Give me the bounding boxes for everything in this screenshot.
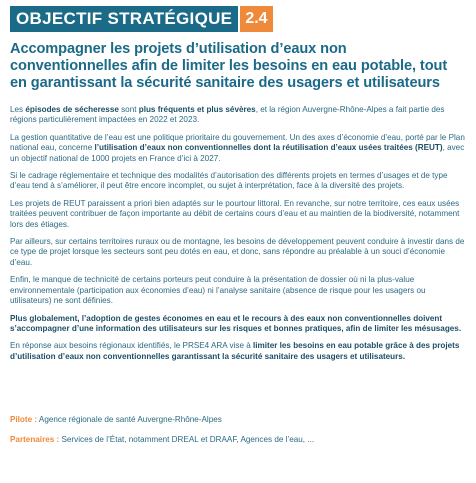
paragraph-emphasis: épisodes de sécheresse <box>25 105 119 114</box>
paragraph-text: En réponse aux besoins régionaux identifiés, le PRSE4 ARA vise à <box>10 341 253 351</box>
paragraph-5: Par ailleurs, sur certains territoires ruraux ou de montagne, les besoins de développement peuvent conduire à investir dans de ce type de projet lorsque les secteurs sont peu dotés en eau, et donc, sans répondre au préalable à un souci d’économie d’eau. <box>10 237 465 267</box>
partenaires-label: Partenaires : <box>10 435 60 445</box>
paragraph-emphasis: plus fréquents et plus sévères <box>138 105 256 114</box>
document-footer <box>10 415 466 456</box>
paragraph-text: Les <box>10 105 26 114</box>
document-body <box>10 105 466 362</box>
partenaires-line <box>10 435 466 445</box>
paragraph-text: , et la région Auvergne-Rhône-Alpes a fait partie des régions particulièrement impactées en 2022 et 2023. <box>10 105 445 125</box>
paragraph-3: Si le cadrage réglementaire et technique des modalités d’autorisation des différents projets en termes d’usages et de type d’eau tend à s’améliorer, il peut être encore incomplet, ou sujet à interprétation, face à la diversité des projets. <box>10 171 448 191</box>
paragraph-emphasis: l’utilisation d’eaux non conventionnelles dont la réutilisation d’eaux usées traitées (REUT) <box>94 143 443 153</box>
pilote-label: Pilote : <box>10 415 38 424</box>
objective-number-badge: 2.4 <box>240 6 272 32</box>
paragraph-6: Enfin, le manque de technicité de certains porteurs peut conduire à la présentation de dossier où ni la plus-value environnementale (participation aux économies d’eau) ni l’analyse sanitaire (absence de risque pour les usagers ou utilisateurs) ne sont définies. <box>10 275 426 306</box>
partenaires-value: Services de l’État, notamment DREAL et DRAAF, Agences de l’eau, ... <box>59 435 315 445</box>
paragraph-7: Plus globalement, l’adoption de gestes économes en eau et le recours à des eaux non conventionnelles doivent s’accompagner d’une information des utilisateurs sur les risques et bonnes pratiques, afin de limiter les mésusages. <box>10 313 462 333</box>
paragraph-8 <box>10 341 466 362</box>
paragraph-1 <box>10 105 466 126</box>
objective-banner <box>10 6 273 32</box>
objective-title: Accompagner les projets d’utilisation d’eaux non conventionnelles afin de limiter les besoins en eau potable, tout en garantissant la sécurité sanitaire des usagers et utilisateurs <box>10 41 448 91</box>
pilote-line <box>10 415 466 425</box>
paragraph-4: Les projets de REUT paraissent a priori bien adaptés sur le pourtour littoral. En revanche, sur notre territoire, ces eaux usées traitées peuvent contribuer de façon importante au débit de certains cours d’eau et au maintien de la biodiversité, notamment lors des étiages. <box>10 198 460 229</box>
paragraph-text: sont <box>118 105 139 114</box>
paragraph-text: , avec un objectif national de 1000 projets en France d’ici à 2027. <box>10 143 465 163</box>
objective-banner-label: OBJECTIF STRATÉGIQUE <box>10 6 238 32</box>
pilote-value: Agence régionale de santé Auvergne-Rhône-Alpes <box>37 415 222 424</box>
paragraph-text: La gestion quantitative de l’eau est une politique prioritaire du gouvernement. Un des axes d’économie d’eau, porté par le Plan national eau, concerne <box>10 132 465 153</box>
paragraph-emphasis: limiter les besoins en eau potable grâce à des projets d’utilisation d’eaux non conventionnelles garantissant la sécurité sanitaire des usagers et utilisateurs. <box>10 341 460 361</box>
paragraph-2 <box>10 133 466 164</box>
